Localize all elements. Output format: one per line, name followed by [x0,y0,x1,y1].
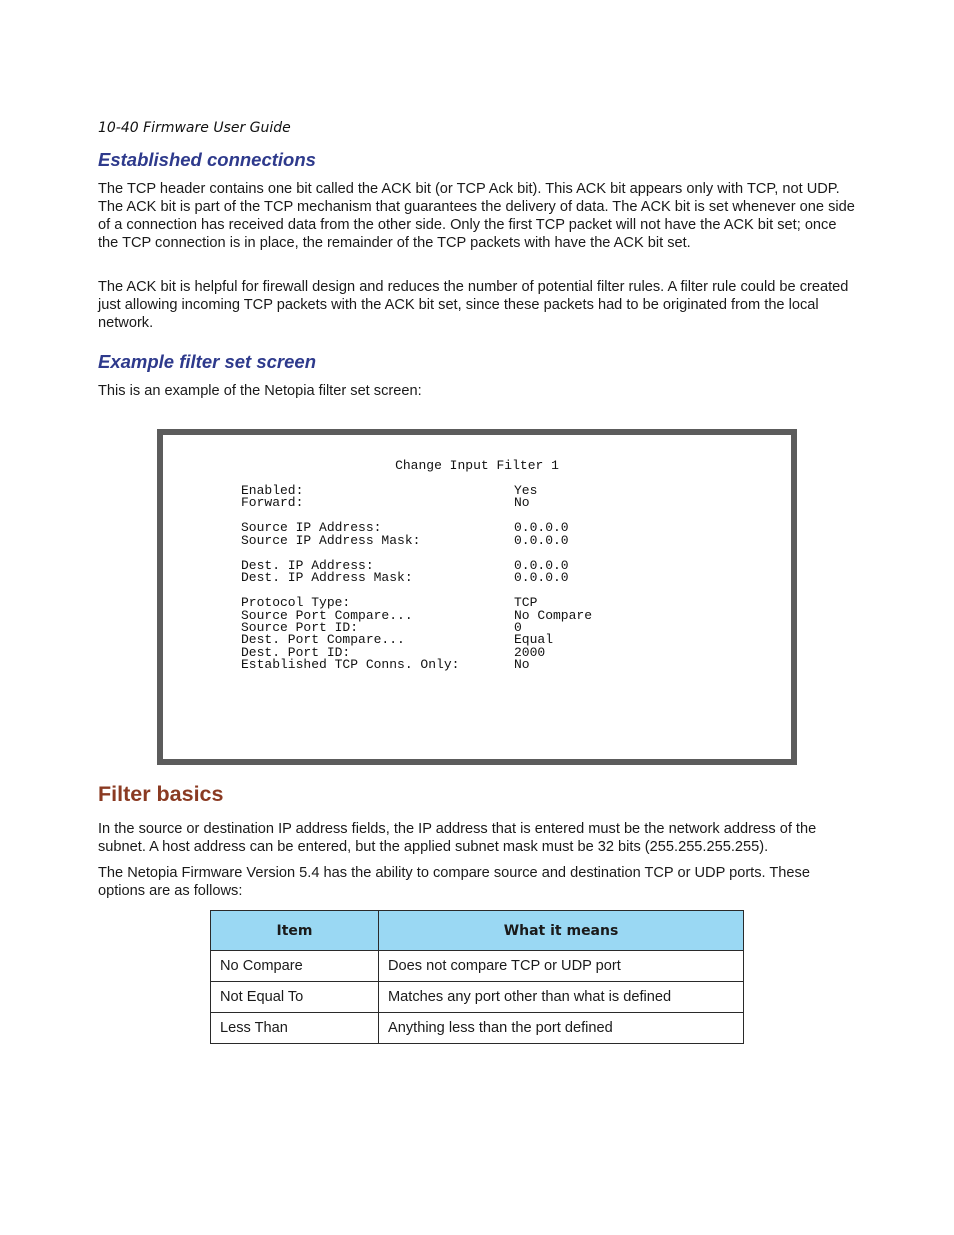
column-header-item: Item [211,911,379,951]
established-paragraph-2: The ACK bit is helpful for firewall design and reduces the number of potential filter rules. A filter rule could be created just allowing incoming TCP packets with the ACK bit set, since these packets had to be originated from the local network. [98,279,849,331]
table-cell-meaning: Does not compare TCP or UDP port [379,951,744,982]
running-head: 10-40 Firmware User Guide [98,120,291,136]
field-label: Dest. Port ID: [241,645,351,660]
screen-title: Change Input Filter 1 [395,458,559,473]
table-cell-meaning: Matches any port other than what is defined [379,982,744,1013]
field-value: 0.0.0.0 [514,558,569,573]
table-row [211,1013,744,1044]
table-cell-item: Less Than [211,1013,379,1044]
screen-field-forward [241,495,530,510]
port-compare-options-table [210,910,744,1044]
field-label: Dest. Port Compare... [241,632,405,647]
field-label: Protocol Type: [241,595,351,610]
field-label: Established TCP Conns. Only: [241,657,460,672]
field-value: No [514,495,530,510]
field-label: Source IP Address Mask: [241,533,421,548]
field-label: Forward: [241,495,304,510]
field-label: Enabled: [241,483,304,498]
table-cell-item: Not Equal To [211,982,379,1013]
screen-field-source-ip-mask [241,533,569,548]
table-header-row [211,911,744,951]
field-label: Dest. IP Address Mask: [241,570,413,585]
field-value: 0 [514,620,522,635]
table-row [211,982,744,1013]
table-cell-meaning: Anything less than the port defined [379,1013,744,1044]
screen-field-dest-ip-mask [241,570,569,585]
field-value: No Compare [514,608,593,623]
field-value: 0.0.0.0 [514,533,569,548]
filter-screen-figure [157,429,797,765]
table-cell-item: No Compare [211,951,379,982]
screen-field-established-tcp [241,657,530,672]
column-header-meaning: What it means [379,911,744,951]
table-row [211,951,744,982]
field-value: Yes [514,483,538,498]
field-value: 2000 [514,645,546,660]
field-value: TCP [514,595,538,610]
example-intro-paragraph: This is an example of the Netopia filter set screen: [98,383,422,399]
field-value: 0.0.0.0 [514,520,569,535]
established-paragraph-1: The TCP header contains one bit called the ACK bit (or TCP Ack bit). This ACK bit appears only with TCP, not UDP. The ACK bit is part of the TCP mechanism that guarantees the delivery of data. The ACK bit is set whenever one side of a connection has received data from the other side. Only the first TCP packet will not have the ACK bit set; once the TCP connection is in place, the remainder of the TCP packets with have the ACK bit set. [98,181,855,251]
field-label: Dest. IP Address: [241,558,374,573]
filter-basics-paragraph-1: In the source or destination IP address fields, the IP address that is entered must be the network address of the subnet. A host address can be entered, but the applied subnet mask must be 32 bits (255.255.255.255). [98,821,817,855]
field-value: No [514,657,530,672]
field-value: Equal [514,632,554,647]
filter-basics-heading: Filter basics [98,782,224,806]
field-value: 0.0.0.0 [514,570,569,585]
example-filter-heading: Example filter set screen [98,351,316,372]
field-label: Source Port Compare... [241,608,413,623]
filter-basics-paragraph-2: The Netopia Firmware Version 5.4 has the ability to compare source and destination TCP or UDP ports. These options are as follows: [98,865,810,899]
field-label: Source IP Address: [241,520,382,535]
field-label: Source Port ID: [241,620,359,635]
established-connections-heading: Established connections [98,149,316,170]
